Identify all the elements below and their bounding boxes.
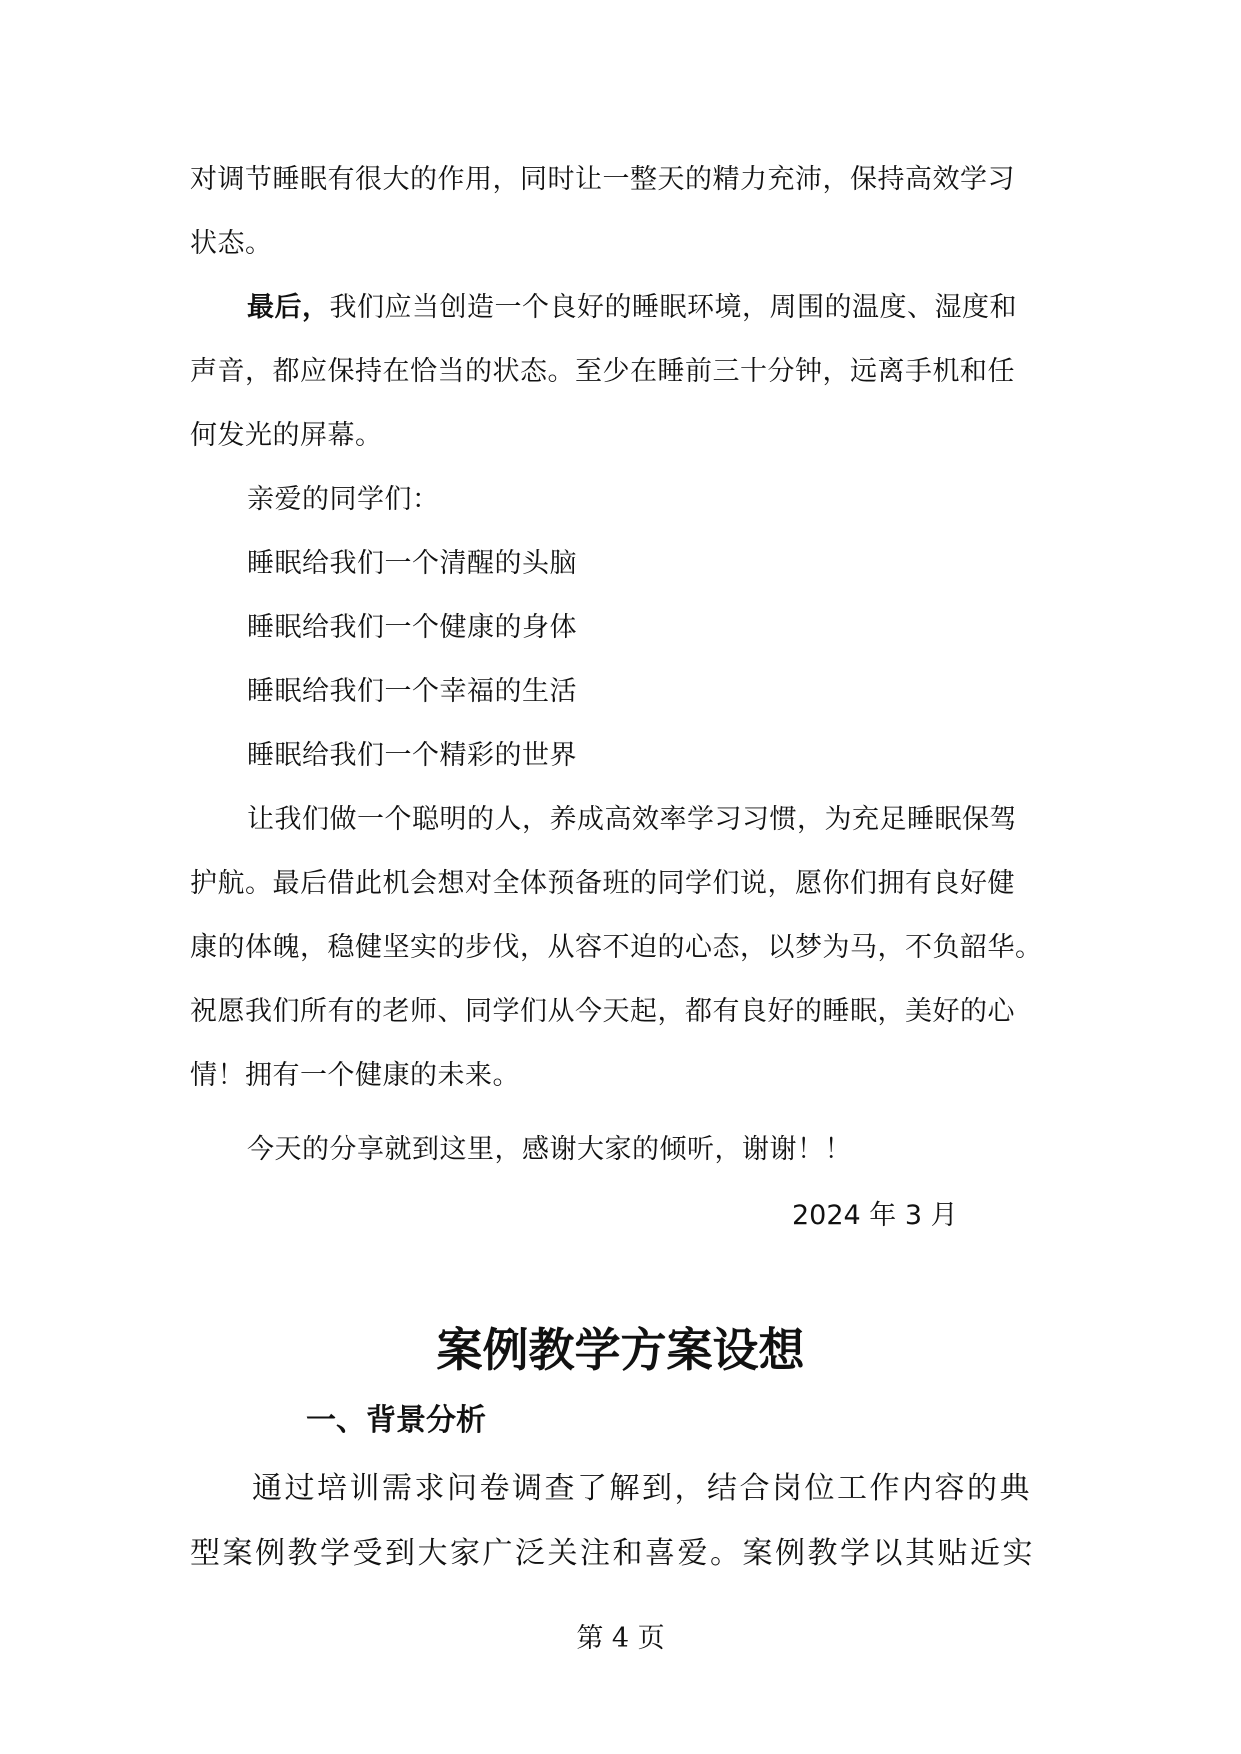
verse-line: 睡眠给我们一个清醒的头脑 (247, 548, 577, 579)
paragraph-line: 声音，都应保持在恰当的状态。至少在睡前三十分钟，远离手机和任 (190, 356, 1015, 387)
page-number: 第 4 页 (576, 1623, 665, 1654)
paragraph-line: 情！拥有一个健康的未来。 (190, 1060, 520, 1091)
paragraph-text: 我们应当创造一个良好的睡眠环境，周围的温度、湿度和 (329, 292, 1017, 323)
section-title: 案例教学方案设想 (436, 1323, 805, 1377)
verse-line: 睡眠给我们一个精彩的世界 (247, 740, 577, 771)
bold-lead-text: 最后， (247, 292, 330, 323)
verse-line: 睡眠给我们一个健康的身体 (247, 612, 577, 643)
paragraph-line: 护航。最后借此机会想对全体预备班的同学们说，愿你们拥有良好健 (190, 868, 1015, 899)
closing-line: 今天的分享就到这里，感谢大家的倾听，谢谢！！ (247, 1134, 852, 1165)
paragraph-line (247, 288, 1117, 328)
paragraph-line: 型案例教学受到大家广泛关注和喜爱。案例教学以其贴近实 (190, 1536, 1035, 1571)
paragraph-line: 康的体魄，稳健坚实的步伐，从容不迫的心态，以梦为马，不负韶华。 (190, 932, 1043, 963)
paragraph-line: 对调节睡眠有很大的作用，同时让一整天的精力充沛，保持高效学习 (190, 164, 1015, 195)
section-heading: 一、背景分析 (306, 1403, 486, 1438)
paragraph-line: 让我们做一个聪明的人，养成高效率学习习惯，为充足睡眠保驾 (247, 804, 1017, 835)
paragraph-line: 通过培训需求问卷调查了解到，结合岗位工作内容的典 (252, 1471, 1032, 1506)
date-line: 2024 年 3 月 (792, 1200, 958, 1231)
verse-line: 睡眠给我们一个幸福的生活 (247, 676, 577, 707)
paragraph-line: 祝愿我们所有的老师、同学们从今天起，都有良好的睡眠，美好的心 (190, 996, 1015, 1027)
greeting-line: 亲爱的同学们： (247, 484, 440, 515)
paragraph-line: 何发光的屏幕。 (190, 420, 383, 451)
paragraph-line: 状态。 (190, 228, 273, 259)
